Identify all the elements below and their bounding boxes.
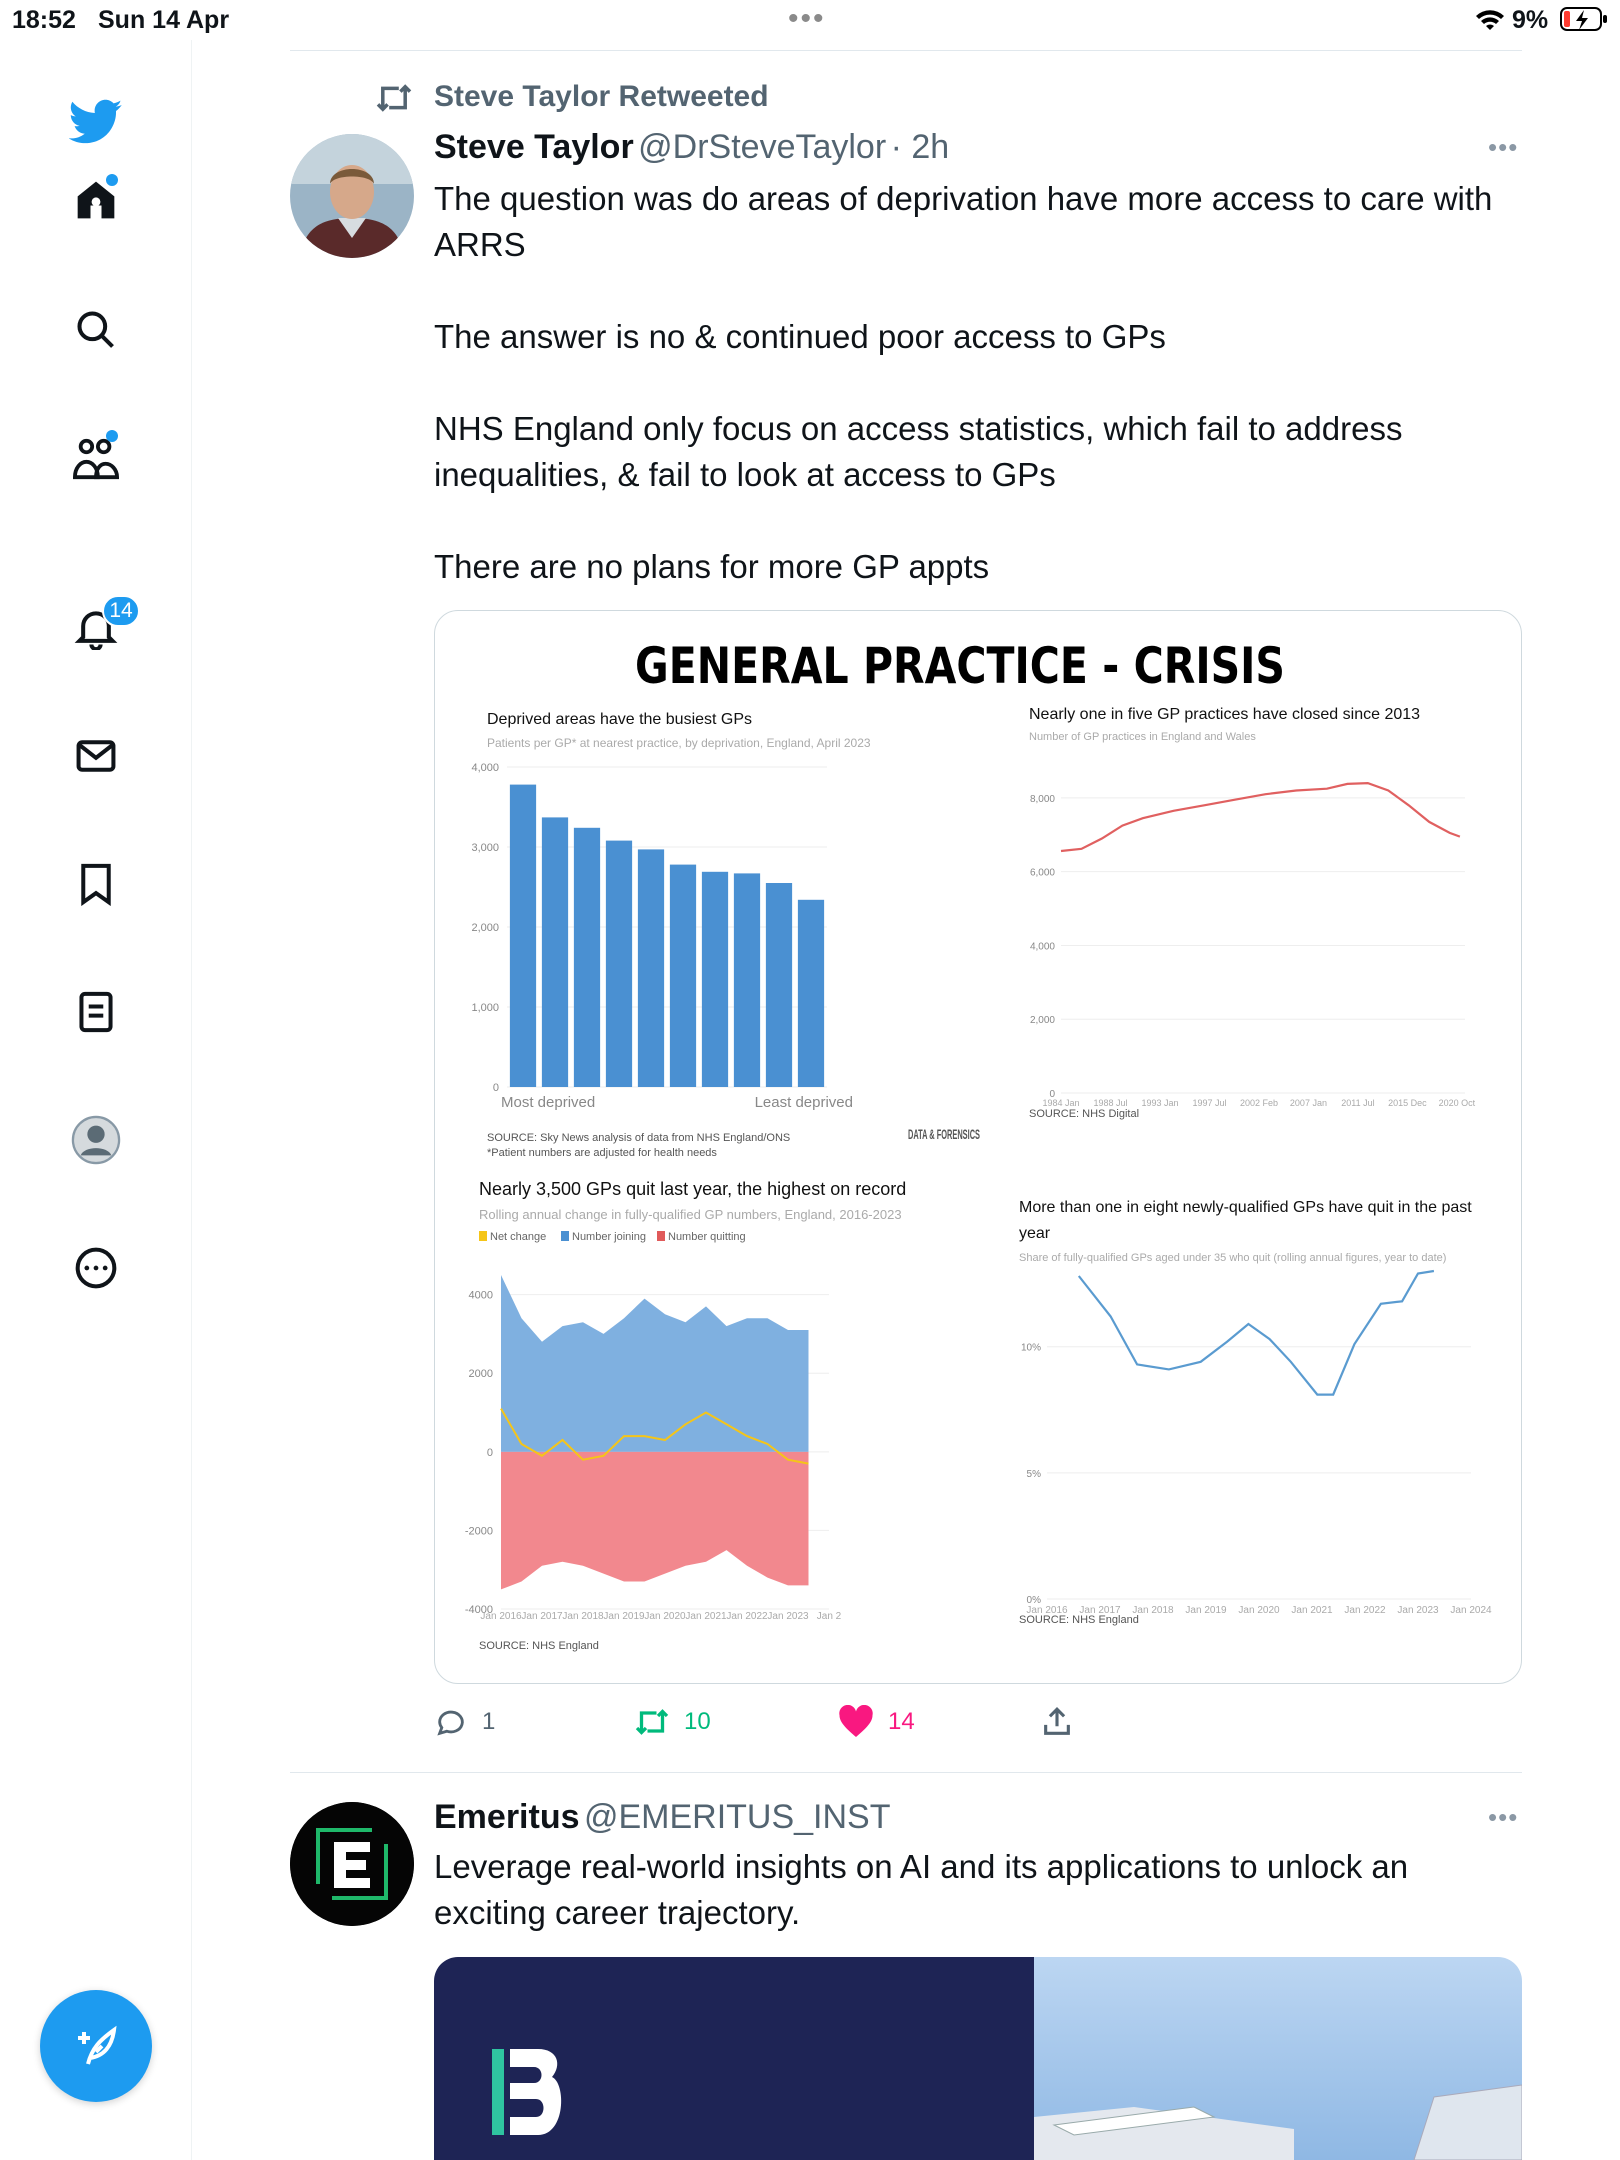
compose-tweet-button[interactable]: [40, 1990, 152, 2102]
chart4-xtick-label: Jan 2022: [1344, 1605, 1386, 1616]
chart3-ytick-label: 2000: [468, 1368, 493, 1381]
twitter-logo-icon[interactable]: [64, 90, 128, 154]
chart1-subtitle: Patients per GP* at nearest practice, by deprivation, England, April 2023: [487, 736, 871, 750]
chart2-xtick-label: 1988 Jul: [1093, 1098, 1128, 1108]
chart4-ytick-label: 0%: [1026, 1595, 1041, 1606]
share-icon: [1040, 1705, 1074, 1739]
chart4-subtitle: Share of fully-qualified GPs aged under 35 who quit (rolling annual figures, year to date): [1019, 1252, 1447, 1264]
chart2-xtick-label: 2020 Oct: [1438, 1098, 1476, 1108]
chart1-ytick-label: 4,000: [471, 762, 499, 774]
wifi-icon: [1474, 8, 1506, 32]
chart3-xtick-label: Jan 2016: [480, 1611, 522, 1622]
multitasking-dots-icon[interactable]: •••: [788, 2, 826, 35]
status-date: Sun 14 Apr: [98, 6, 230, 34]
chart4-xtick-label: Jan 2018: [1132, 1605, 1174, 1616]
feed-top-divider: [290, 50, 1522, 51]
tweet-time[interactable]: · 2h: [890, 128, 950, 166]
chart1-ytick-label: 3,000: [471, 842, 499, 854]
chart1-bar: [734, 873, 760, 1087]
tweet-divider: [290, 1772, 1522, 1773]
chart2-xtick-label: 2002 Feb: [1239, 1098, 1278, 1108]
ad-media-image[interactable]: [434, 1957, 1522, 2160]
tweet-paragraph: There are no plans for more GP appts: [434, 548, 990, 585]
chart2-ytick-label: 4,000: [1029, 941, 1055, 953]
chart1-bar: [574, 828, 600, 1087]
author-avatar[interactable]: [290, 134, 414, 258]
like-count: 14: [888, 1708, 915, 1735]
chart2-ytick-label: 8,000: [1029, 793, 1055, 805]
chart4-xtick-label: Jan 2020: [1238, 1605, 1280, 1616]
chart1-source: SOURCE: Sky News analysis of data from NHS England/ONS: [487, 1132, 791, 1144]
status-time: 18:52: [12, 6, 76, 34]
chart2-xtick-label: 1993 Jan: [1141, 1098, 1179, 1108]
chart4-xtick-label: Jan 2024: [1450, 1605, 1492, 1616]
retweeted-icon: [374, 82, 414, 114]
chart2-ytick-label: 0: [1049, 1089, 1055, 1100]
chart3-title: Nearly 3,500 GPs quit last year, the highest on record: [479, 1179, 907, 1199]
chart1-bar: [542, 817, 568, 1087]
brand-b-logo: [492, 2049, 561, 2135]
chart4-ytick-label: 5%: [1026, 1468, 1041, 1480]
messages-mail-icon[interactable]: [64, 724, 128, 788]
search-icon[interactable]: [64, 298, 128, 362]
chart3-legend-swatch: [657, 1231, 665, 1241]
chart2-title: Nearly one in five GP practices have closed since 2013: [1029, 706, 1421, 723]
home-unread-dot: [106, 174, 118, 186]
ad-more-icon[interactable]: •••: [1488, 1802, 1519, 1832]
tweet-paragraph: NHS England only focus on access statistics, which fail to address inequalities, & fail to look at access to GPs: [434, 410, 1403, 493]
chart2-xtick-label: 2015 Dec: [1388, 1098, 1427, 1108]
tweet-paragraph: The answer is no & continued poor access to GPs: [434, 318, 1166, 355]
communities-unread-dot: [106, 430, 118, 442]
chart3-source: SOURCE: NHS England: [479, 1640, 599, 1652]
chart3-legend-label: Number quitting: [668, 1231, 746, 1243]
chart1-bar: [606, 841, 632, 1087]
chart4-xtick-label: Jan 2021: [1291, 1605, 1333, 1616]
retweet-icon: [634, 1705, 670, 1739]
chart3-xtick-label: Jan 2018: [562, 1611, 604, 1622]
chart2-ytick-label: 2,000: [1029, 1015, 1055, 1027]
chart4-xtick-label: Jan 2016: [1026, 1605, 1068, 1616]
chart3-ytick-label: 4000: [468, 1289, 493, 1302]
chart2-xtick-label: 1984 Jan: [1042, 1098, 1080, 1108]
retweeted-by-label[interactable]: Steve Taylor Retweeted: [434, 80, 769, 113]
lists-icon[interactable]: [64, 980, 128, 1044]
notifications-badge: 14: [102, 595, 140, 627]
chart1-bar: [798, 900, 824, 1087]
communities-icon[interactable]: [64, 426, 128, 490]
like-button[interactable]: [838, 1700, 915, 1744]
chart3-legend-swatch: [479, 1231, 487, 1241]
chart3-joining-area: [501, 1275, 809, 1452]
bookmark-icon[interactable]: [64, 852, 128, 916]
emeritus-avatar[interactable]: [290, 1802, 414, 1926]
author-name[interactable]: Steve Taylor: [434, 128, 634, 166]
more-options-icon[interactable]: [64, 1236, 128, 1300]
retweet-count: 10: [684, 1708, 711, 1735]
chart3-xtick-label: Jan 2017: [521, 1611, 563, 1622]
chart4-xtick-label: Jan 2023: [1397, 1605, 1439, 1616]
chart1-note: *Patient numbers are adjusted for health needs: [487, 1147, 717, 1159]
chart2-series-line: [1061, 783, 1460, 851]
chart1-bar: [766, 883, 792, 1087]
chart1-title: Deprived areas have the busiest GPs: [487, 711, 753, 728]
chart1-xlabel-right: Least deprived: [754, 1094, 853, 1111]
chart3-quitting-area: [501, 1452, 809, 1590]
chart1-bar: [510, 785, 536, 1087]
chart1-xlabel-left: Most deprived: [501, 1094, 596, 1111]
tweet-more-icon[interactable]: •••: [1488, 132, 1519, 162]
status-bar: [0, 0, 1620, 40]
chart3-ytick-label: 0: [486, 1446, 493, 1459]
ad-author-name[interactable]: Emeritus: [434, 1798, 580, 1836]
chart3-xtick-label: Jan 2023: [767, 1611, 809, 1622]
chart3-legend-swatch: [561, 1231, 569, 1241]
chart2-xtick-label: 2007 Jan: [1289, 1098, 1327, 1108]
battery-percent: 9%: [1512, 6, 1549, 34]
chart3-xtick-label: Jan 2019: [603, 1611, 645, 1622]
chart2-source: SOURCE: NHS Digital: [1029, 1108, 1140, 1120]
chart1-bar: [702, 872, 728, 1087]
chart3-ytick-label: -2000: [464, 1525, 493, 1538]
reply-button[interactable]: [434, 1700, 495, 1744]
heart-filled-icon: [838, 1705, 874, 1739]
chart2-xtick-label: 1997 Jul: [1192, 1098, 1227, 1108]
chart2-ytick-label: 6,000: [1029, 867, 1055, 879]
chart3-xtick-label: Jan 2: [816, 1611, 842, 1622]
battery-icon: [1560, 6, 1610, 34]
chart3-xtick-label: Jan 2020: [644, 1611, 686, 1622]
sidebar: [0, 40, 192, 2160]
author-handle[interactable]: @DrSteveTaylor: [638, 128, 887, 166]
chart2-subtitle: Number of GP practices in England and Wales: [1029, 731, 1256, 743]
chart4-ytick-label: 10%: [1020, 1342, 1041, 1354]
chart1-ytick-label: 0: [492, 1082, 499, 1094]
chart1-ytick-label: 1,000: [471, 1002, 499, 1014]
chart1-bar: [670, 865, 696, 1087]
retweet-button[interactable]: [634, 1700, 711, 1744]
ad-author-handle[interactable]: @EMERITUS_INST: [583, 1798, 891, 1836]
chart3-legend-label: Net change: [490, 1231, 547, 1243]
compose-feather-icon: [72, 2022, 120, 2070]
chart3-legend-label: Number joining: [572, 1231, 646, 1243]
chart2-xtick-label: 2011 Jul: [1341, 1098, 1375, 1108]
chart3-xtick-label: Jan 2022: [726, 1611, 768, 1622]
chart4-xtick-label: Jan 2017: [1079, 1605, 1121, 1616]
profile-avatar-icon[interactable]: [64, 1108, 128, 1172]
tweet-body: [434, 176, 1494, 590]
chart3-subtitle: Rolling annual change in fully-qualified GP numbers, England, 2016-2023: [479, 1207, 902, 1222]
data-forensics-logo: DATA & FORENSICS: [908, 1126, 980, 1142]
chart4-xtick-label: Jan 2019: [1185, 1605, 1227, 1616]
ad-text: Leverage real-world insights on AI and its applications to unlock an exciting career trajectory.: [434, 1848, 1409, 1931]
chart1-ytick-label: 2,000: [471, 922, 499, 934]
chart4-source: SOURCE: NHS England: [1019, 1614, 1139, 1626]
chart1-bar: [638, 849, 664, 1087]
share-button[interactable]: [1040, 1700, 1074, 1744]
chart4-title: More than one in eight newly-qualified GPs have quit in the past year: [1019, 1199, 1472, 1242]
reply-count: 1: [482, 1708, 496, 1735]
chart4-series-line: [1079, 1271, 1434, 1395]
infographic-svg: [435, 611, 1522, 1684]
reply-icon: [434, 1705, 468, 1739]
tweet-media-infographic[interactable]: [434, 610, 1522, 1684]
infographic-headline: GENERAL PRACTICE - CRISIS: [635, 637, 1285, 695]
tweet-paragraph: The question was do areas of deprivation have more access to care with ARRS: [434, 180, 1493, 263]
chart3-xtick-label: Jan 2021: [685, 1611, 727, 1622]
home-icon[interactable]: [64, 168, 128, 232]
chart3-ytick-label: -4000: [464, 1604, 493, 1616]
